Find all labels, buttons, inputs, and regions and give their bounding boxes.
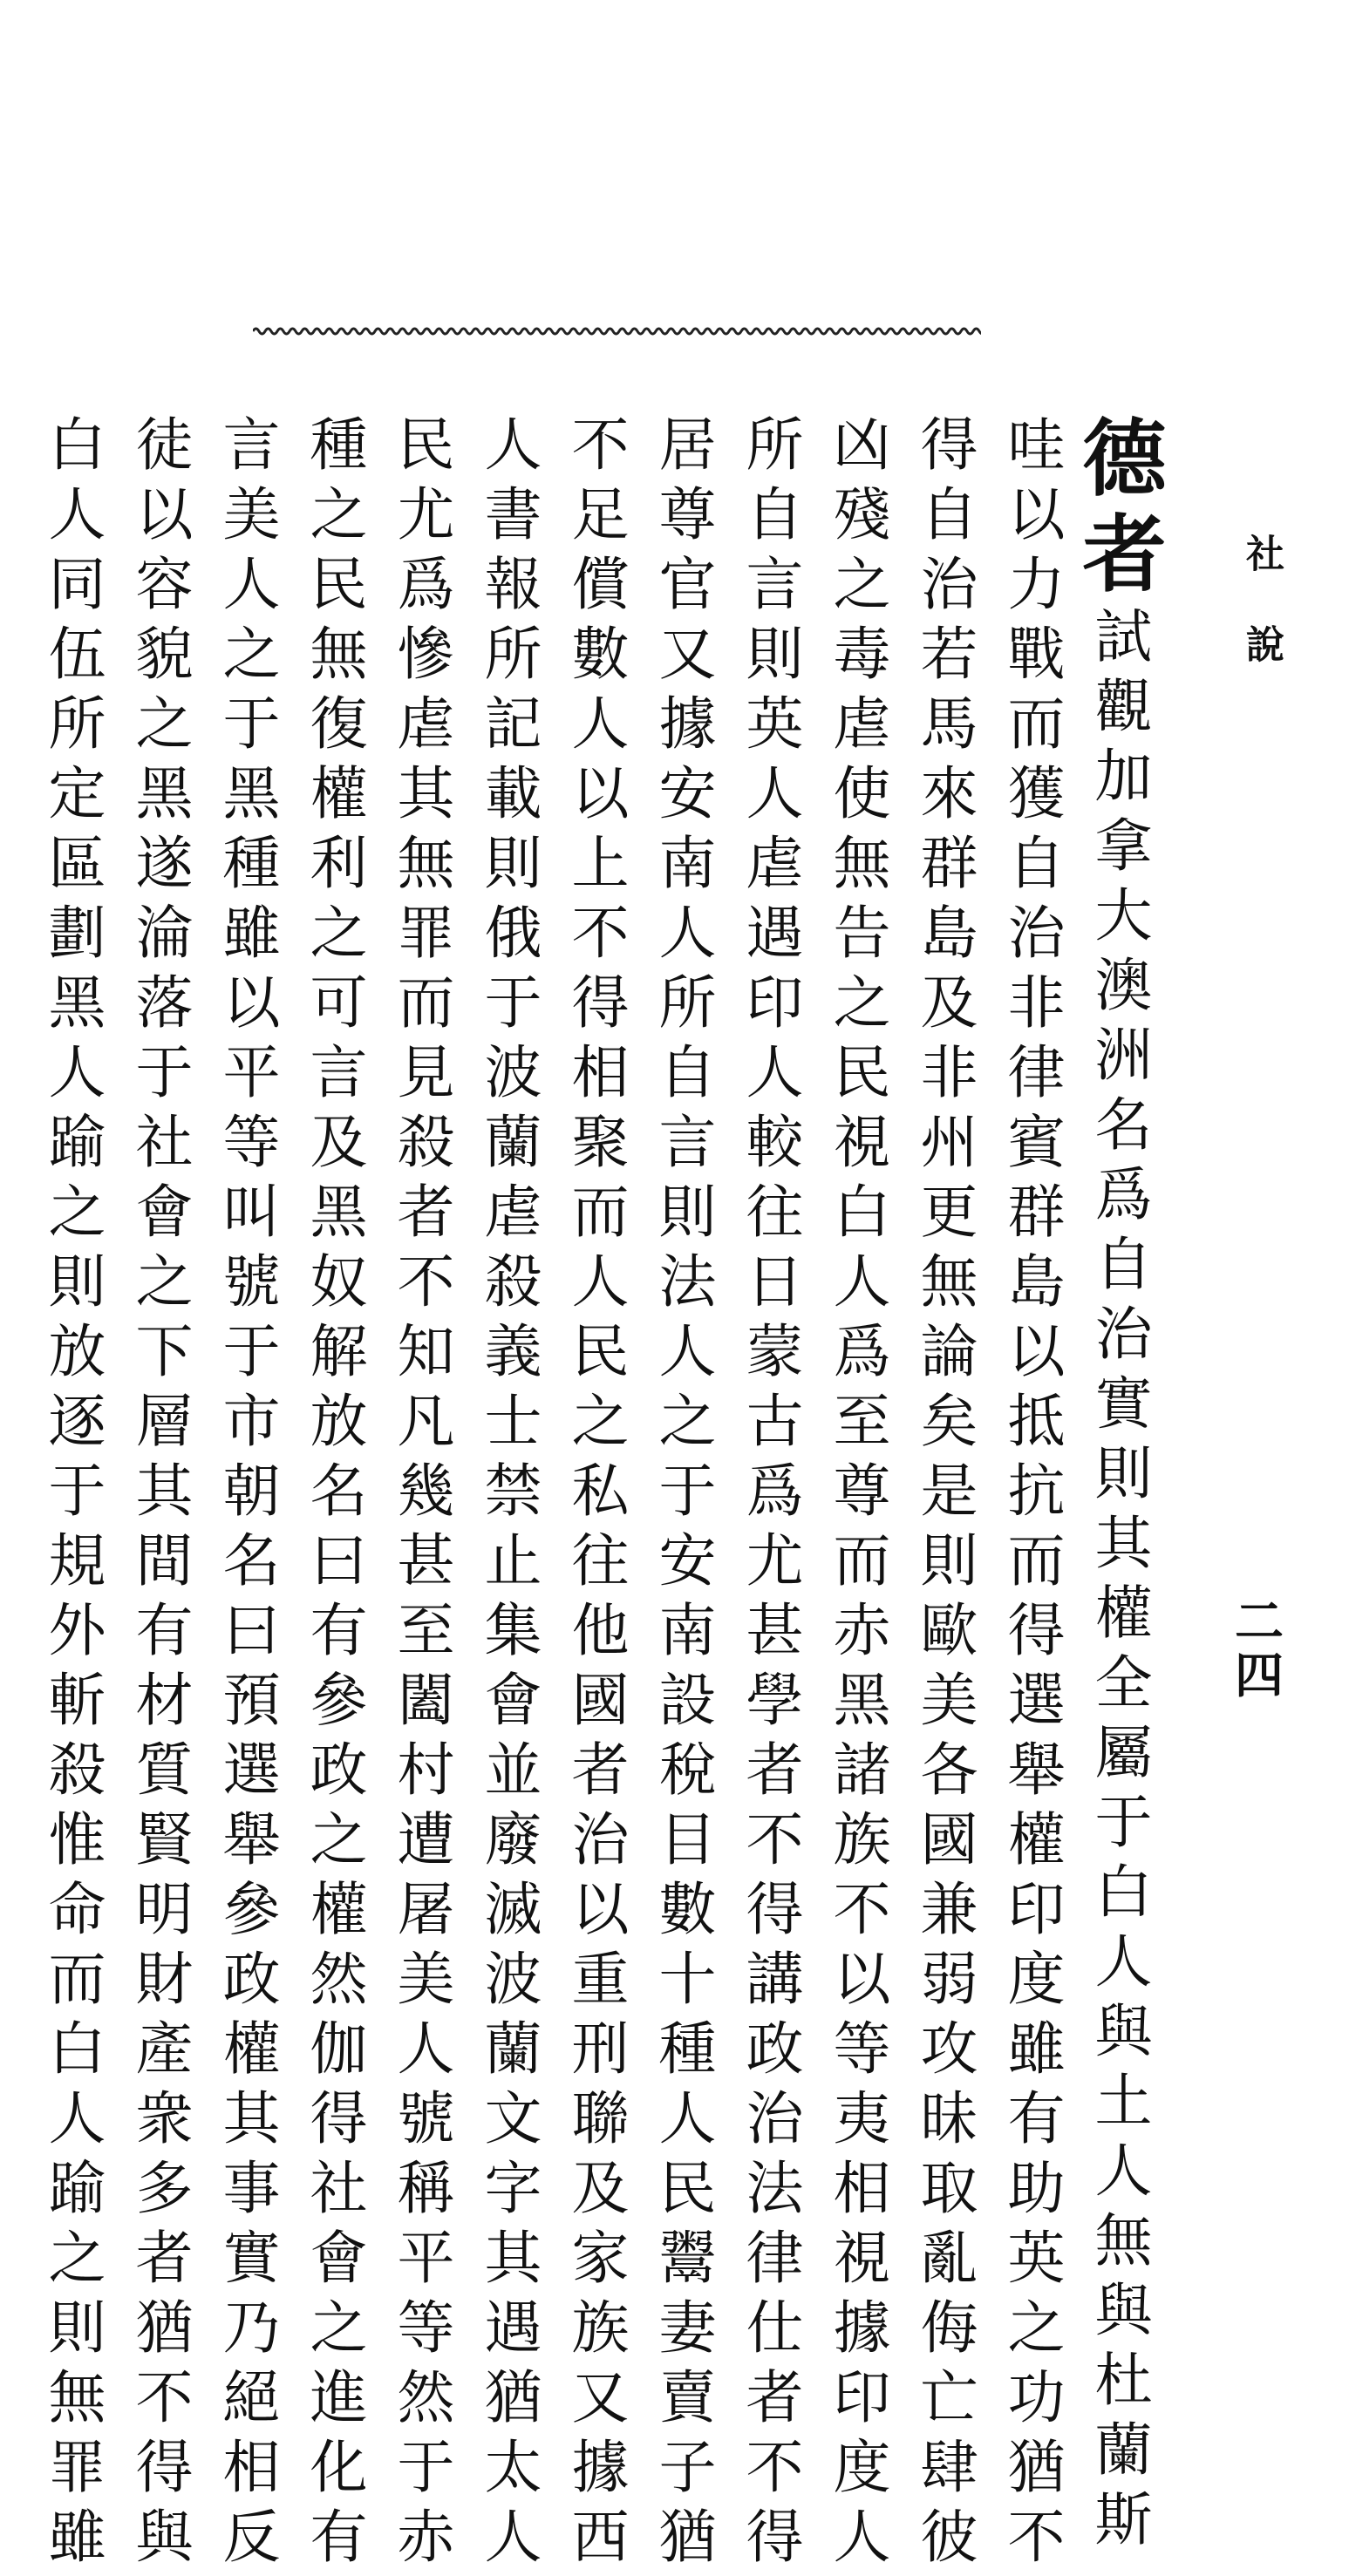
text-column: 得自治若馬來群島及非州更無論矣是則歐美各國兼弱攻昧取亂侮亡肆彼 — [910, 414, 978, 2576]
text-column: 居尊官又據安南人所自言則法人之于安南設稅目數十種人民鬻妻賣子猶 — [649, 414, 716, 2576]
wavy-divider-rule — [253, 321, 981, 342]
text-column: 人書報所記載則俄于波蘭虐殺義士禁止集會並廢滅波蘭文字其遇猶太人 — [474, 414, 542, 2576]
article-body — [28, 414, 1168, 2576]
text-column: 所自言則英人虐遇印人較往日蒙古爲尤甚學者不得講政治法律仕者不得 — [736, 414, 803, 2576]
text-column: 言美人之于黑種雖以平等叫號于市朝名曰預選舉參政權其事實乃絕相反 — [213, 414, 280, 2576]
lead-characters: 德者 — [1069, 414, 1168, 606]
column-text: 試觀加拿大澳洲名爲自治實則其權全屬于白人與土人無與杜蘭斯 — [1085, 606, 1152, 2559]
text-column: 不足償數人以上不得相聚而人民之私往他國者治以重刑聯及家族又據西 — [562, 414, 629, 2576]
text-column: 哇以力戰而獲自治非律賓群島以抵抗而得選舉權印度雖有助英之功猶不 — [998, 414, 1065, 2576]
text-column: 白人同伍所定區劃黑人踰之則放逐于規外斬殺惟命而白人踰之則無罪雖 — [38, 414, 106, 2576]
text-column: 凶殘之毒虐使無告之民視白人爲至尊而赤黑諸族不以等夷相視據印度人 — [823, 414, 890, 2576]
page-number: 二四 — [1227, 1595, 1284, 1703]
text-column: 徒以容貌之黑遂淪落于社會之下層其間有材質賢明財產衆多者猶不得與 — [126, 414, 193, 2576]
text-column — [1069, 414, 1168, 2559]
text-column: 民尤爲慘虐其無罪而見殺者不知凡幾甚至闔村遭屠美人號稱平等然于赤 — [387, 414, 454, 2576]
text-column: 種之民無復權利之可言及黑奴解放名曰有參政之權然伽得社會之進化有 — [300, 414, 367, 2576]
running-header-title: 社說 — [1239, 534, 1284, 715]
